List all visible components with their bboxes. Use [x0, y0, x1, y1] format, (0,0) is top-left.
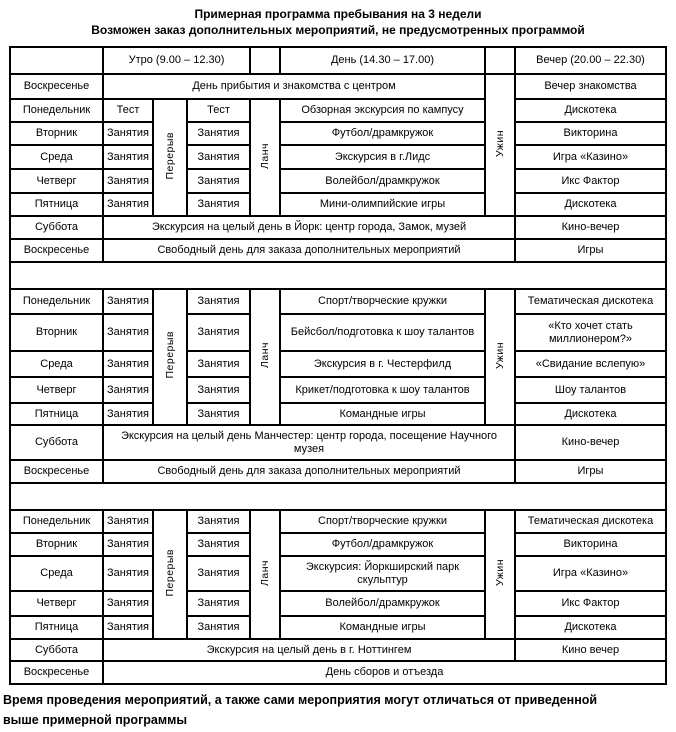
dinner-label — [485, 74, 515, 216]
day-cell: Суббота — [10, 425, 103, 460]
day-cell: Среда — [10, 145, 103, 169]
activity-cell: Командные игры — [280, 616, 485, 639]
activity-cell: Бейсбол/подготовка к шоу талантов — [280, 314, 485, 351]
day-cell: Пятница — [10, 403, 103, 425]
activity-cell: Занятия — [187, 533, 250, 556]
activity-cell: Занятия — [187, 145, 250, 169]
day-cell: Вторник — [10, 533, 103, 556]
week1-saturday-row — [10, 216, 666, 239]
activity-cell: Дискотека — [515, 403, 666, 425]
activity-cell: Занятия — [187, 591, 250, 616]
week-separator — [10, 262, 666, 289]
activity-cell: Викторина — [515, 122, 666, 145]
lunch-label — [250, 510, 280, 639]
day-cell: Суббота — [10, 216, 103, 239]
week-separator — [10, 483, 666, 510]
day-cell: Вторник — [10, 122, 103, 145]
activity-cell: Кино-вечер — [515, 425, 666, 460]
activity-cell: Занятия — [103, 169, 153, 193]
week-separator-row — [10, 262, 666, 289]
break-label — [153, 510, 187, 639]
header-row — [10, 47, 666, 74]
day-cell: Суббота — [10, 639, 103, 661]
activity-cell: Вечер знакомства — [515, 74, 666, 99]
activity-cell: Тест — [103, 99, 153, 122]
week3-sunday-departure-row — [10, 661, 666, 684]
week-separator-row — [10, 483, 666, 510]
activity-cell: Занятия — [103, 122, 153, 145]
activity-cell: Командные игры — [280, 403, 485, 425]
day-cell: Пятница — [10, 193, 103, 216]
activity-cell: Занятия — [103, 145, 153, 169]
day-cell: Среда — [10, 556, 103, 591]
activity-cell: Занятия — [187, 510, 250, 533]
program-table-body — [10, 47, 666, 684]
week2-monday-row — [10, 289, 666, 314]
activity-cell: Свободный день для заказа дополнительных мероприятий — [103, 460, 515, 483]
activity-cell: Волейбол/драмкружок — [280, 169, 485, 193]
activity-cell: Экскурсия на целый день в Йорк: центр города, Замок, музей — [103, 216, 515, 239]
activity-cell: Занятия — [187, 289, 250, 314]
activity-cell: Кино вечер — [515, 639, 666, 661]
week2-thursday-row — [10, 377, 666, 403]
day-cell: Пятница — [10, 616, 103, 639]
week1-friday-row — [10, 193, 666, 216]
col-header-morning: Утро (9.00 – 12.30) — [103, 47, 250, 74]
week3-friday-row — [10, 616, 666, 639]
activity-cell: Занятия — [187, 122, 250, 145]
page-subtitle: Возможен заказ дополнительных мероприятий, не предусмотренных программой — [91, 23, 585, 37]
day-cell: Понедельник — [10, 289, 103, 314]
activity-cell: Занятия — [103, 314, 153, 351]
week2-wednesday-row — [10, 351, 666, 377]
day-cell: Воскресенье — [10, 74, 103, 99]
lunch-label — [250, 289, 280, 425]
day-cell: Среда — [10, 351, 103, 377]
activity-cell: Тематическая дискотека — [515, 289, 666, 314]
activity-cell: Крикет/подготовка к шоу талантов — [280, 377, 485, 403]
document-title-block — [0, 0, 676, 38]
activity-cell: Занятия — [187, 169, 250, 193]
activity-cell: Дискотека — [515, 193, 666, 216]
day-cell: Четверг — [10, 591, 103, 616]
activity-cell: Занятия — [103, 377, 153, 403]
activity-cell: Спорт/творческие кружки — [280, 289, 485, 314]
day-cell: Вторник — [10, 314, 103, 351]
col-header-day: День (14.30 – 17.00) — [280, 47, 485, 74]
activity-cell: Экскурсия в г.Лидс — [280, 145, 485, 169]
week3-monday-row — [10, 510, 666, 533]
activity-cell: Дискотека — [515, 616, 666, 639]
activity-cell: Занятия — [187, 314, 250, 351]
activity-cell: Игра «Казино» — [515, 556, 666, 591]
week1-thursday-row — [10, 169, 666, 193]
activity-cell: Занятия — [187, 377, 250, 403]
activity-cell: Футбол/драмкружок — [280, 122, 485, 145]
day-cell: Воскресенье — [10, 661, 103, 684]
lunch-label — [250, 99, 280, 216]
activity-cell: Мини-олимпийские игры — [280, 193, 485, 216]
activity-cell: Тест — [187, 99, 250, 122]
break-label-text: Перерыв — [163, 131, 176, 180]
lunch-label-text: Ланч — [258, 142, 271, 169]
day-cell: Понедельник — [10, 510, 103, 533]
week3-thursday-row — [10, 591, 666, 616]
dinner-label-text: Ужин — [493, 559, 506, 587]
week1-monday-row — [10, 99, 666, 122]
activity-cell: «Свидание вслепую» — [515, 351, 666, 377]
week2-saturday-row — [10, 425, 666, 460]
activity-cell: Занятия — [103, 533, 153, 556]
week1-sunday-row — [10, 239, 666, 262]
dinner-label-text: Ужин — [493, 341, 506, 369]
week3-tuesday-row — [10, 533, 666, 556]
day-cell: Четверг — [10, 377, 103, 403]
activity-cell: Занятия — [187, 403, 250, 425]
week1-sunday-arrival-row — [10, 74, 666, 99]
activity-cell: Футбол/драмкружок — [280, 533, 485, 556]
week3-saturday-row — [10, 639, 666, 661]
dinner-label — [485, 289, 515, 425]
lunch-label-text: Ланч — [258, 559, 271, 586]
day-cell: Воскресенье — [10, 460, 103, 483]
activity-cell: День прибытия и знакомства с центром — [103, 74, 485, 99]
break-label — [153, 99, 187, 216]
week2-friday-row — [10, 403, 666, 425]
activity-cell: Обзорная экскурсия по кампусу — [280, 99, 485, 122]
activity-cell: Икс Фактор — [515, 169, 666, 193]
day-cell: Четверг — [10, 169, 103, 193]
activity-cell: Волейбол/драмкружок — [280, 591, 485, 616]
day-cell: Воскресенье — [10, 239, 103, 262]
activity-cell: Игры — [515, 239, 666, 262]
day-cell: Понедельник — [10, 99, 103, 122]
break-label — [153, 289, 187, 425]
activity-cell: Занятия — [187, 351, 250, 377]
col-header-evening: Вечер (20.00 – 22.30) — [515, 47, 666, 74]
page-title: Примерная программа пребывания на 3 недели — [194, 7, 482, 21]
week1-tuesday-row — [10, 122, 666, 145]
lunch-label-text: Ланч — [258, 342, 271, 369]
activity-cell: Викторина — [515, 533, 666, 556]
activity-cell: Шоу талантов — [515, 377, 666, 403]
dinner-label — [485, 510, 515, 639]
activity-cell: Занятия — [103, 289, 153, 314]
activity-cell: Дискотека — [515, 99, 666, 122]
activity-cell: Свободный день для заказа дополнительных мероприятий — [103, 239, 515, 262]
activity-cell: Спорт/творческие кружки — [280, 510, 485, 533]
activity-cell: Занятия — [103, 403, 153, 425]
activity-cell: Игры — [515, 460, 666, 483]
activity-cell: Занятия — [187, 556, 250, 591]
activity-cell: Икс Фактор — [515, 591, 666, 616]
program-table — [9, 46, 667, 685]
activity-cell: Экскурсия: Йоркширский парк скульптур — [280, 556, 485, 591]
activity-cell: Тематическая дискотека — [515, 510, 666, 533]
activity-cell: День сборов и отъезда — [103, 661, 666, 684]
col-header-dinner-spacer — [485, 47, 515, 74]
footer-note-line2: выше примерной программы — [3, 713, 188, 727]
dinner-label-text: Ужин — [493, 129, 506, 157]
activity-cell: Занятия — [103, 591, 153, 616]
activity-cell: Экскурсия на целый день в г. Ноттингем — [103, 639, 515, 661]
activity-cell: Кино-вечер — [515, 216, 666, 239]
week2-sunday-row — [10, 460, 666, 483]
break-label-text: Перерыв — [163, 331, 176, 379]
corner-cell — [10, 47, 103, 74]
activity-cell: Экскурсия в г. Честерфилд — [280, 351, 485, 377]
activity-cell: Занятия — [187, 616, 250, 639]
week1-wednesday-row — [10, 145, 666, 169]
activity-cell: «Кто хочет стать миллионером?» — [515, 314, 666, 351]
activity-cell: Занятия — [103, 616, 153, 639]
week2-tuesday-row — [10, 314, 666, 351]
activity-cell: Занятия — [103, 351, 153, 377]
activity-cell: Занятия — [187, 193, 250, 216]
footer-note-line1: Время проведения мероприятий, а также сами мероприятия могут отличаться от приведенной — [3, 693, 598, 707]
week3-wednesday-row — [10, 556, 666, 591]
break-label-text: Перерыв — [163, 548, 176, 597]
activity-cell: Занятия — [103, 510, 153, 533]
activity-cell: Занятия — [103, 193, 153, 216]
activity-cell: Игра «Казино» — [515, 145, 666, 169]
activity-cell: Экскурсия на целый день Манчестер: центр города, посещение Научного музея — [103, 425, 515, 460]
footer-note — [3, 690, 672, 730]
col-header-lunch-spacer — [250, 47, 280, 74]
activity-cell: Занятия — [103, 556, 153, 591]
